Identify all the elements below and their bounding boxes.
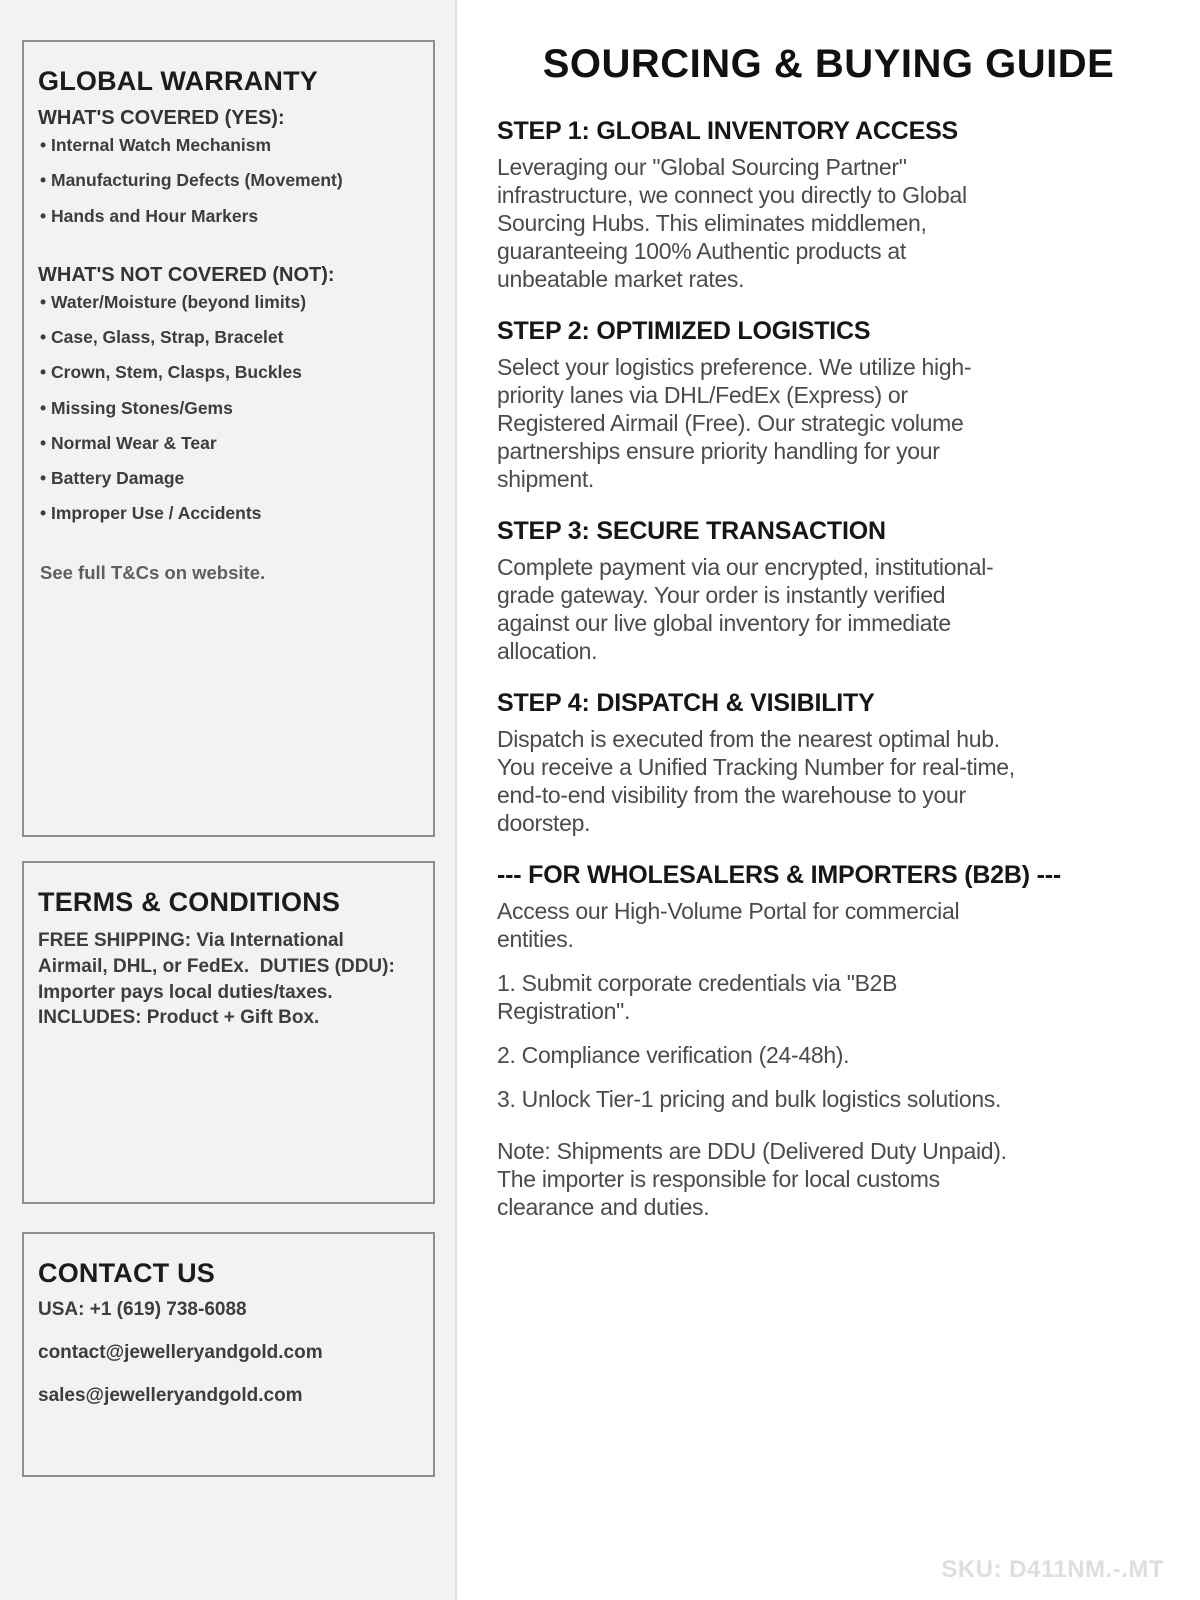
warranty-title: GLOBAL WARRANTY — [38, 66, 318, 96]
contact-email: contact@jewelleryandgold.com — [38, 1342, 323, 1363]
not-covered-item: • Improper Use / Accidents — [40, 504, 417, 523]
sales-email: sales@jewelleryandgold.com — [38, 1385, 303, 1406]
not-covered-list — [38, 293, 417, 524]
not-covered-item: • Water/Moisture (beyond limits) — [40, 293, 417, 312]
b2b-item: 1. Submit corporate credentials via "B2B Registration". — [497, 970, 898, 1024]
step-4-section — [497, 689, 1160, 837]
step-2-body: Select your logistics preference. We utilize high-priority lanes via DHL/FedEx (Express) or Registered Airmail (Free). Our strategic volume partnerships ensure priority handling for your shipment. — [497, 354, 972, 492]
b2b-item: 3. Unlock Tier-1 pricing and bulk logistics solutions. — [497, 1086, 1002, 1112]
warranty-footnote: See full T&Cs on website. — [40, 561, 266, 583]
step-4-body: Dispatch is executed from the nearest optimal hub. You receive a Unified Tracking Number for real-time, end-to-end visibility from the warehouse to your doorstep. — [497, 726, 1015, 836]
terms-panel — [22, 861, 435, 1204]
step-3-body: Complete payment via our encrypted, institutional-grade gateway. Your order is instantly verified against our live global inventory for immediate allocation. — [497, 554, 994, 664]
not-covered-item: • Normal Wear & Tear — [40, 434, 417, 453]
b2b-section — [497, 861, 1160, 1221]
terms-title: TERMS & CONDITIONS — [38, 887, 341, 917]
covered-item: • Manufacturing Defects (Movement) — [40, 171, 417, 190]
info-sidebar — [0, 0, 457, 1600]
not-covered-subheading: WHAT'S NOT COVERED (NOT): — [38, 263, 335, 286]
step-3-heading: STEP 3: SECURE TRANSACTION — [497, 517, 886, 545]
step-1-body: Leveraging our "Global Sourcing Partner" infrastructure, we connect you directly to Global Sourcing Hubs. This eliminates middlemen, guaranteeing 100% Authentic products at unbeatable market rates. — [497, 154, 967, 292]
step-3-section — [497, 517, 1160, 665]
b2b-heading: --- FOR WHOLESALERS & IMPORTERS (B2B) --- — [497, 861, 1061, 889]
step-1-heading: STEP 1: GLOBAL INVENTORY ACCESS — [497, 117, 959, 145]
not-covered-item: • Case, Glass, Strap, Bracelet — [40, 328, 417, 347]
global-warranty-panel — [22, 40, 435, 837]
contact-panel — [22, 1232, 435, 1477]
step-1-section — [497, 117, 1160, 293]
b2b-intro: Access our High-Volume Portal for commercial entities. — [497, 898, 960, 952]
contact-title: CONTACT US — [38, 1258, 215, 1288]
sku-label: SKU: D411NM.-.MT — [941, 1556, 1164, 1583]
covered-list — [38, 136, 417, 226]
step-2-heading: STEP 2: OPTIMIZED LOGISTICS — [497, 317, 871, 345]
contact-phone: USA: +1 (619) 738-6088 — [38, 1299, 247, 1320]
step-2-section — [497, 317, 1160, 493]
sourcing-guide — [457, 0, 1200, 1600]
covered-item: • Hands and Hour Markers — [40, 207, 417, 226]
terms-body: FREE SHIPPING: Via International Airmail, DHL, or FedEx. DUTIES (DDU): Importer pays local duties/taxes. INCLUDES: Product + Gift Box. — [38, 930, 401, 1029]
page-title: SOURCING & BUYING GUIDE — [542, 42, 1115, 86]
b2b-note: Note: Shipments are DDU (Delivered Duty Unpaid). The importer is responsible for local customs clearance and duties. — [497, 1138, 1007, 1220]
step-4-heading: STEP 4: DISPATCH & VISIBILITY — [497, 689, 875, 717]
not-covered-item: • Missing Stones/Gems — [40, 399, 417, 418]
covered-item: • Internal Watch Mechanism — [40, 136, 417, 155]
covered-subheading: WHAT'S COVERED (YES): — [38, 107, 285, 129]
not-covered-item: • Battery Damage — [40, 469, 417, 488]
not-covered-item: • Crown, Stem, Clasps, Buckles — [40, 363, 417, 382]
b2b-item: 2. Compliance verification (24-48h). — [497, 1042, 850, 1068]
